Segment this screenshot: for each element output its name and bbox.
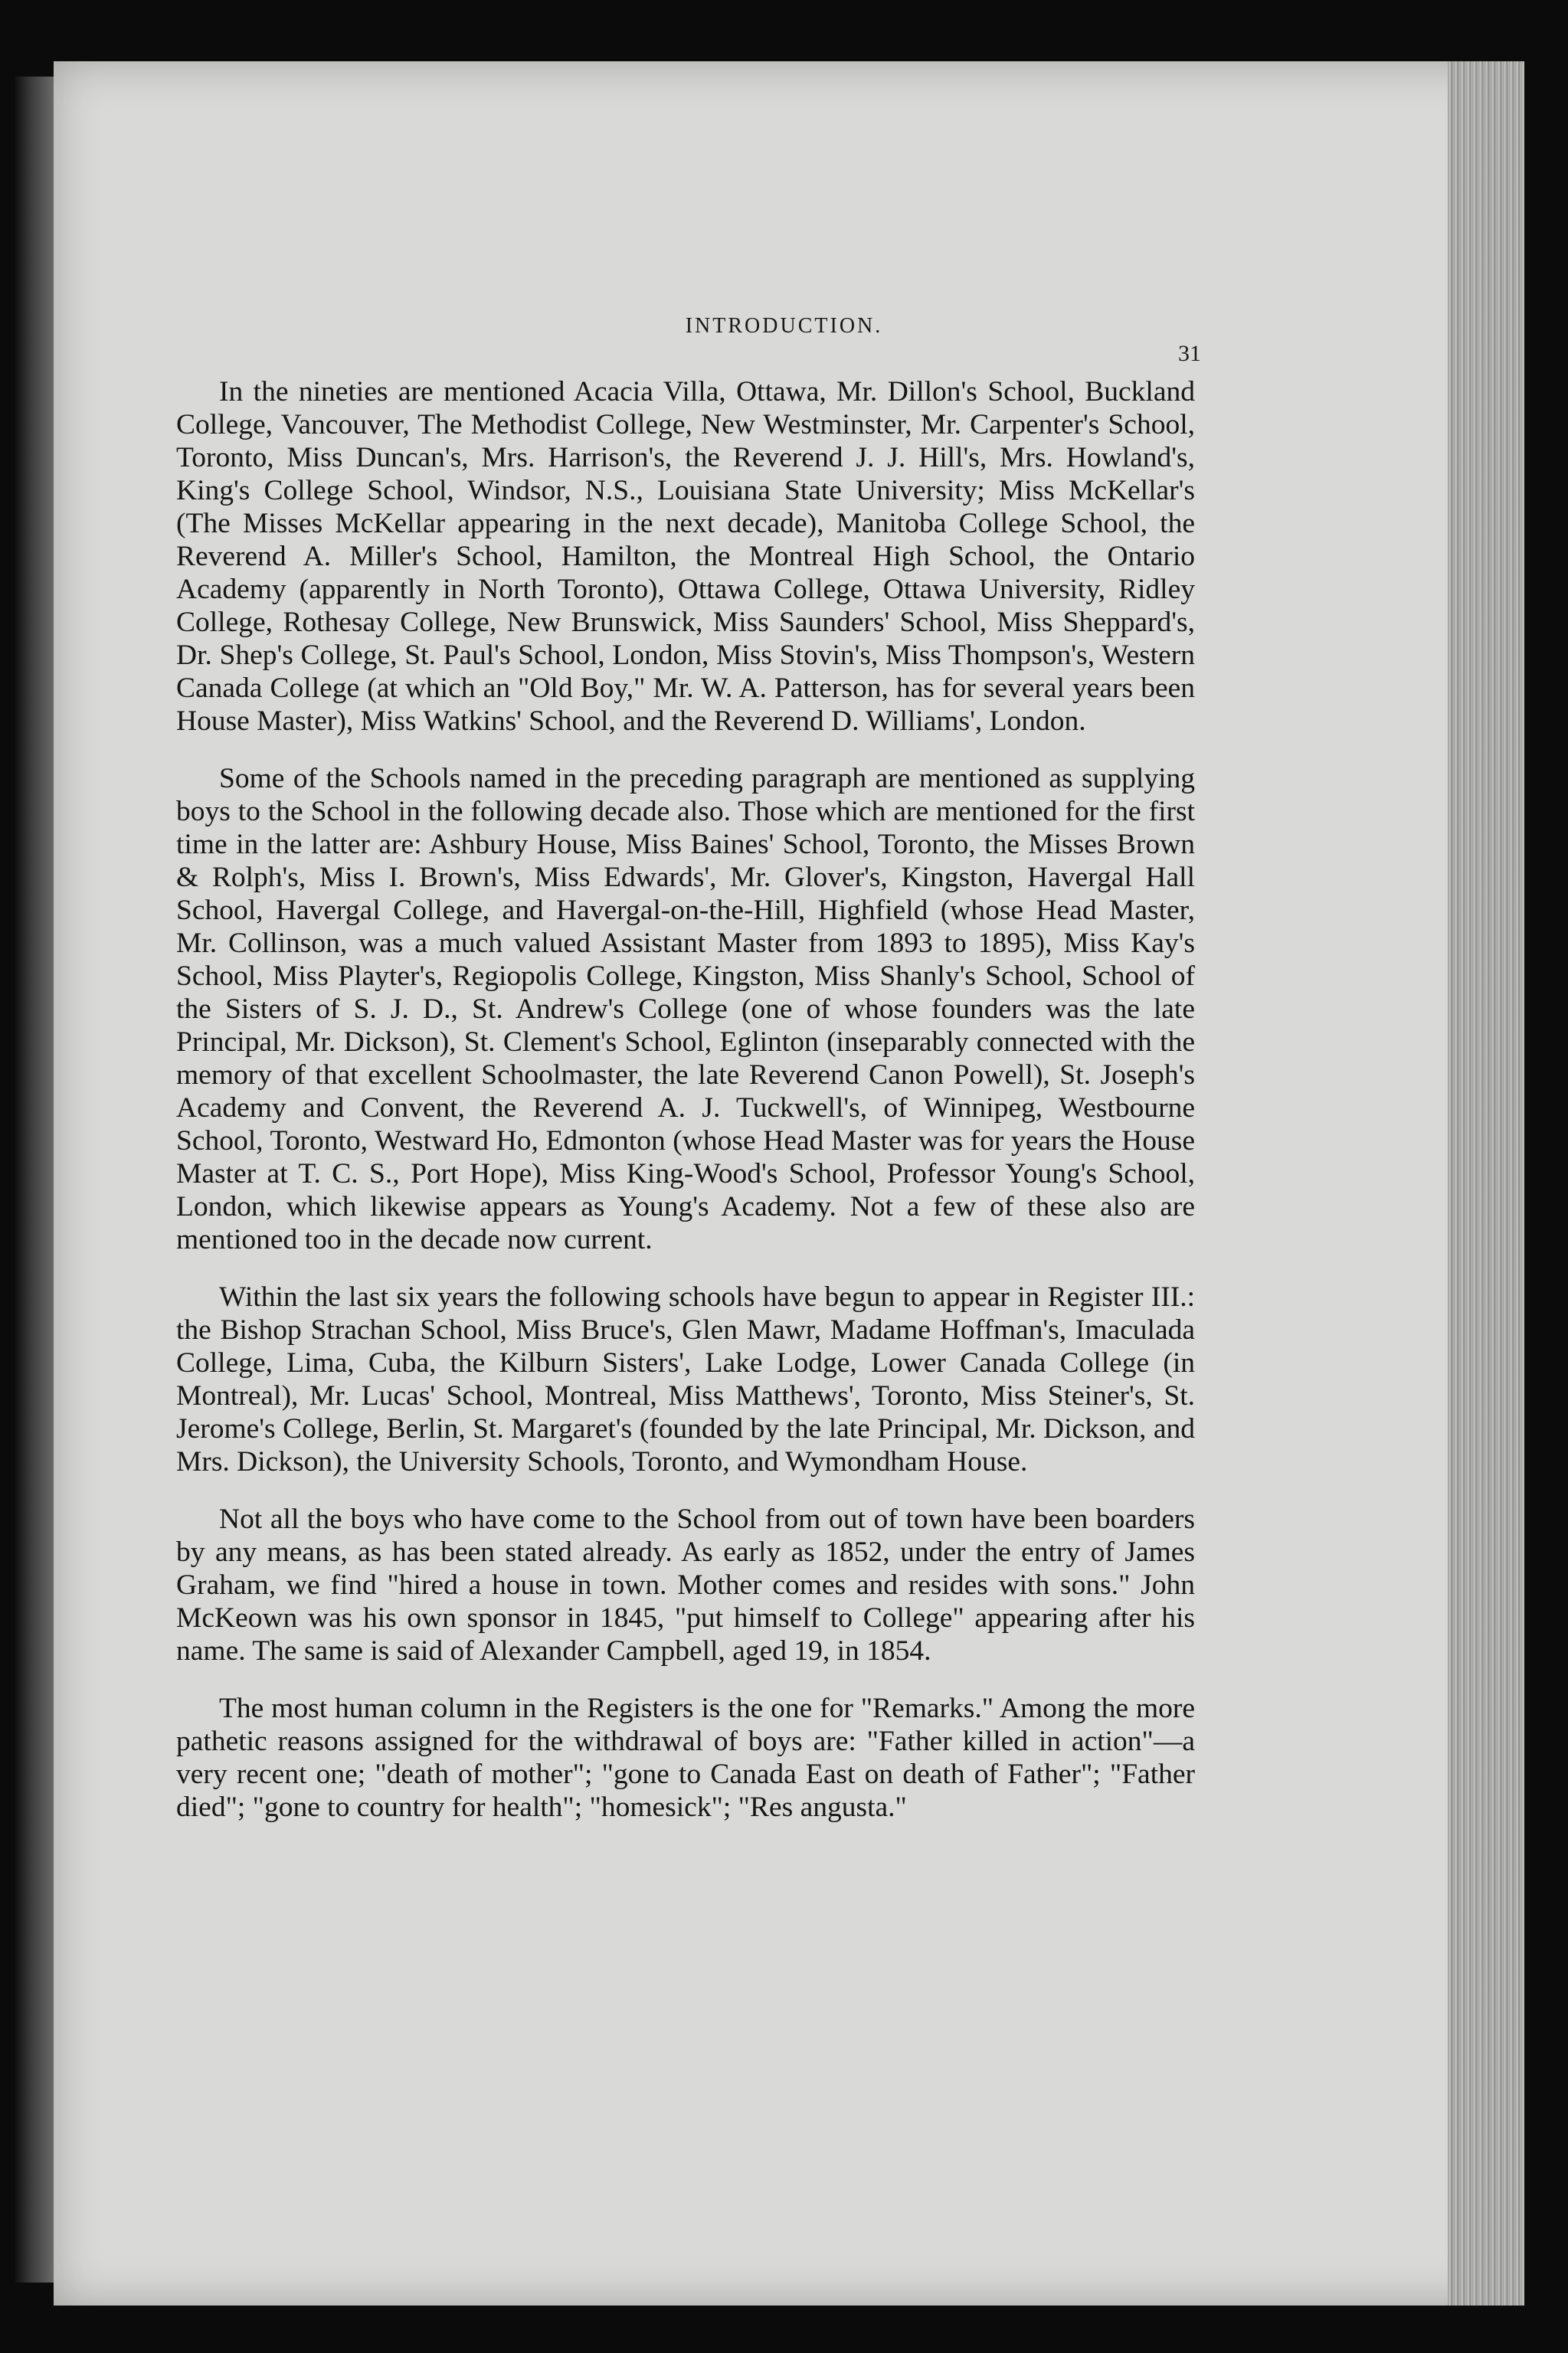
paragraph-2: Some of the Schools named in the preceding paragraph are mentioned as supplying boys to the School in the following decade also. Those which are mentioned for the first time in the latter are: Ashbury House, Miss Baines' School, Toronto, the Misses Brown & Rolph's, Miss I. Brown's, Miss Edwards', Mr. Glover's, Kingston, Havergal Hall School, Havergal College, and Havergal-on-the-Hill, Highfield (whose Head Master, Mr. Collinson, was a much valued Assistant Master from 1893 to 1895), Miss Kay's School, Miss Playter's, Regiopolis College, Kingston, Miss Shanly's School, School of the Sisters of S. J. D., St. Andrew's College (one of whose founders was the late Principal, Mr. Dickson), St. Clement's School, Eglinton (inseparably connected with the memory of that excellent Schoolmaster, the late Reverend Canon Powell), St. Joseph's Academy and Convent, the Reverend A. J. Tuckwell's, of Winnipeg, Westbourne School, Toronto, Westward Ho, Edmonton (whose Head Master was for years the House Master at T. C. S., Port Hope), Miss King-Wood's School, Professor Young's School, London, which likewise appears as Young's Academy. Not a few of these also are mentioned too in the decade now current. — [176, 763, 1195, 1255]
page-number: 31 — [1178, 341, 1201, 366]
paragraph-4: Not all the boys who have come to the School from out of town have been boarders by any means, as has been stated already. As early as 1852, under the entry of James Graham, we find "hired a house in town. Mother comes and resides with sons." John McKeown was his own sponsor in 1845, "put himself to College" appearing after his name. The same is said of Alexander Campbell, aged 19, in 1854. — [176, 1504, 1195, 1667]
book-binding — [15, 77, 54, 2283]
running-header: INTRODUCTION. — [685, 314, 883, 338]
paragraph-1: In the nineties are mentioned Acacia Villa, Ottawa, Mr. Dillon's School, Buckland College, Vancouver, The Methodist College, New Westminster, Mr. Carpenter's School, Toronto, Miss Duncan's, Mrs. Harrison's, the Reverend J. J. Hill's, Mrs. Howland's, King's College School, Windsor, N.S., Louisiana State University; Miss McKellar's (The Misses McKellar appearing in the next decade), Manitoba College School, the Reverend A. Miller's School, Hamilton, the Montreal High School, the Ontario Academy (apparently in North Toronto), Ottawa College, Ottawa University, Ridley College, Rothesay College, New Brunswick, Miss Saunders' School, Miss Sheppard's, Dr. Shep's College, St. Paul's School, London, Miss Stovin's, Miss Thompson's, Western Canada College (at which an "Old Boy," Mr. W. A. Patterson, has for several years been House Master), Miss Watkins' School, and the Reverend D. Williams', London. — [176, 376, 1195, 737]
paragraph-5: The most human column in the Registers is the one for "Remarks." Among the more pathetic reasons assigned for the withdrawal of boys are: "Father killed in action"—a very recent one; "death of mother"; "gone to Canada East on death of Father"; "Father died"; "gone to country for health"; "homesick"; "Res angusta." — [176, 1693, 1195, 1823]
paragraph-3: Within the last six years the following schools have begun to appear in Register III.: the Bishop Strachan School, Miss Bruce's, Glen Mawr, Madame Hoffman's, Imaculada College, Lima, Cuba, the Kilburn Sisters', Lake Lodge, Lower Canada College (in Montreal), Mr. Lucas' School, Montreal, Miss Matthews', Toronto, Miss Steiner's, St. Jerome's College, Berlin, St. Margaret's (founded by the late Principal, Mr. Dickson, and Mrs. Dickson), the University Schools, Toronto, and Wymondham House. — [176, 1281, 1195, 1478]
page-edges — [1448, 61, 1524, 2306]
body-text — [176, 375, 1195, 1848]
